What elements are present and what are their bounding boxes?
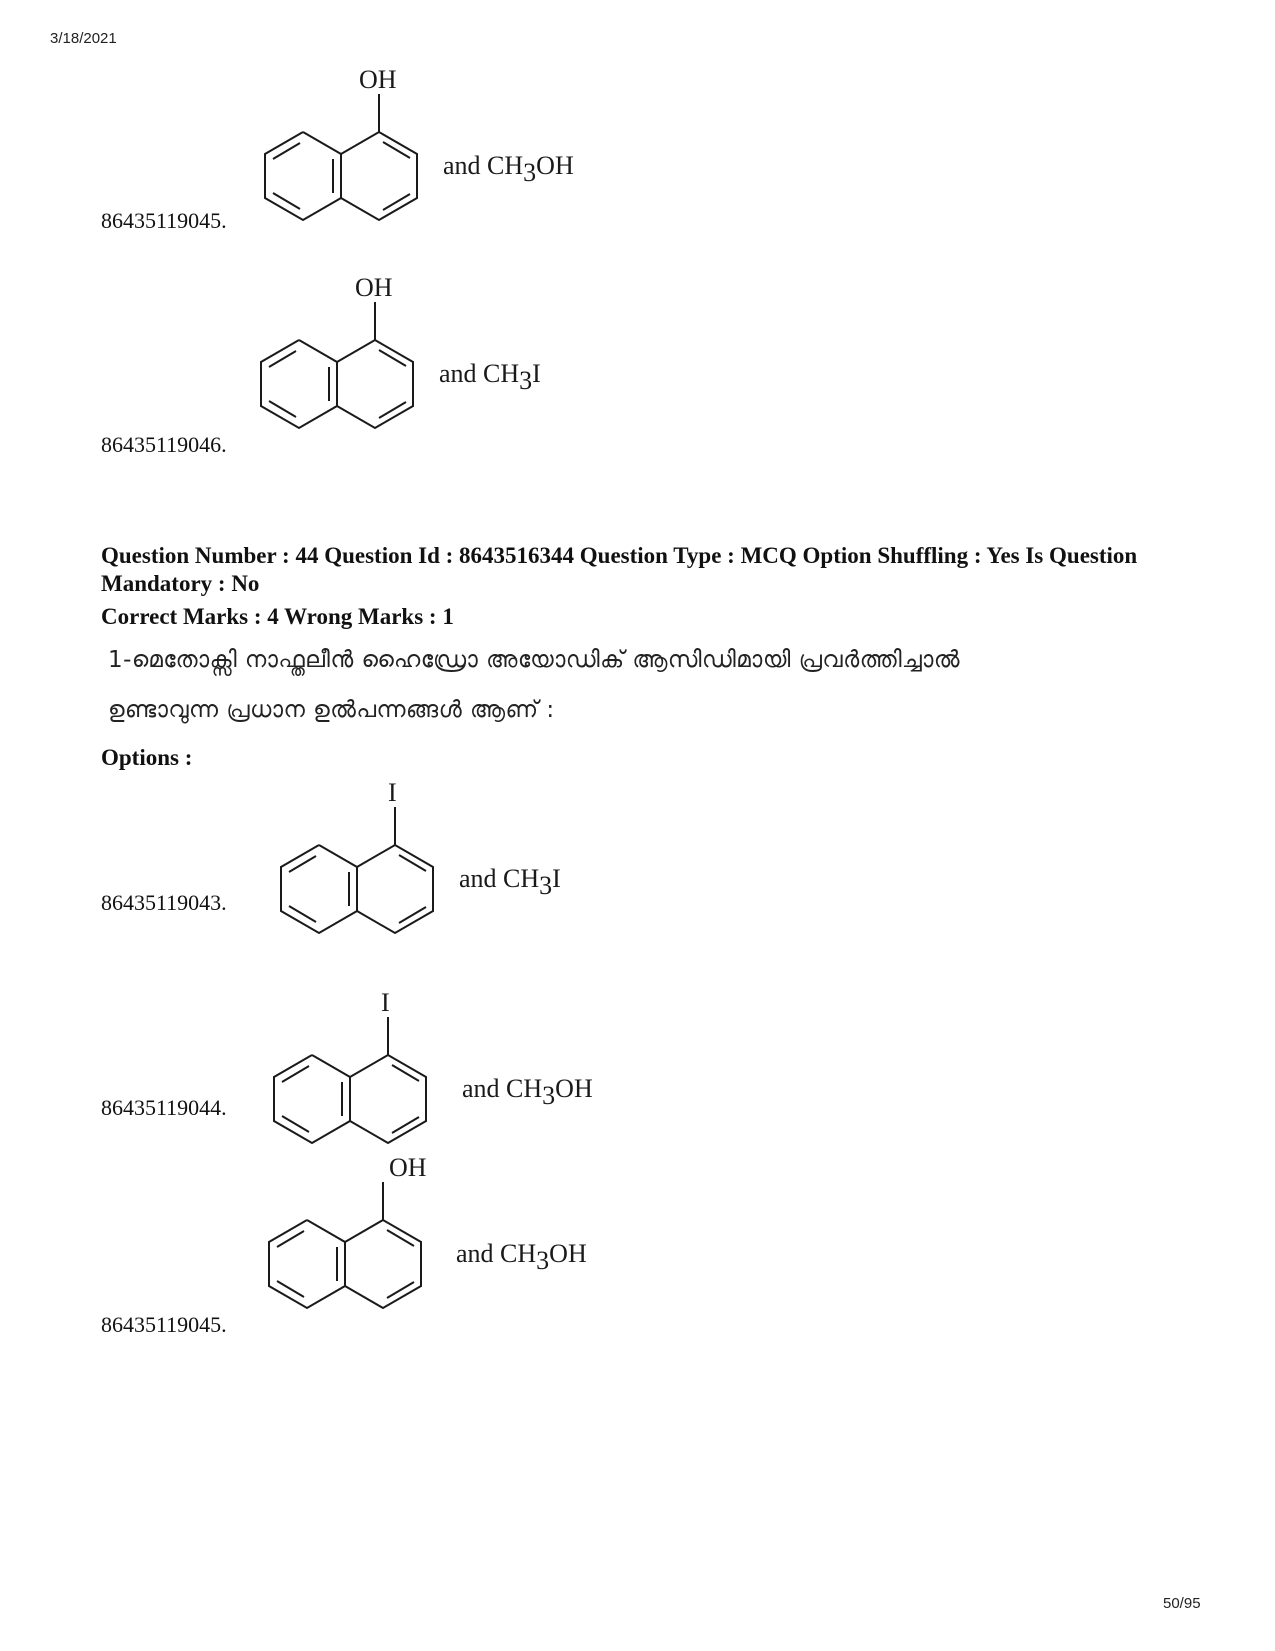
substituent-label: I — [381, 988, 390, 1017]
reagent-label: and CH3I — [439, 359, 541, 395]
question-marks: Correct Marks : 4 Wrong Marks : 1 — [101, 604, 454, 629]
option-id: 86435119046. — [101, 432, 227, 457]
substituent-label: OH — [389, 1153, 427, 1182]
molecule-option-2 — [262, 985, 662, 1160]
reagent-label: and CH3OH — [443, 151, 574, 187]
question-header: Question Number : 44 Question Id : 8643516344 Question Type : MCQ Option Shuffling : Yes Is Question Mandatory : No — [101, 543, 1138, 596]
print-date: 3/18/2021 — [50, 30, 117, 47]
option-id: 86435119043. — [101, 890, 227, 915]
molecule-option-3 — [257, 1150, 657, 1325]
option-id: 86435119044. — [101, 1095, 227, 1120]
question-text-line-1: 1-മെതോക്സി നാഫ്തലീൻ ഹൈഡ്രോ അയോഡിക് ആസിഡിമായി പ്രവർത്തിച്ചാൽ — [108, 647, 961, 673]
question-text-line-2: ഉണ്ടാവുന്ന പ്രധാന ഉൽപന്നങ്ങൾ ആണ് : — [108, 697, 555, 723]
page-number: 50/95 — [1163, 1595, 1201, 1612]
molecule-prev-option-1 — [253, 62, 653, 237]
substituent-label: OH — [355, 273, 393, 302]
substituent-label: I — [388, 778, 397, 807]
option-id: 86435119045. — [101, 208, 227, 233]
molecule-option-1 — [269, 775, 669, 950]
reagent-label: and CH3I — [459, 864, 561, 900]
reagent-label: and CH3OH — [456, 1239, 587, 1275]
options-label: Options : — [101, 745, 193, 770]
option-id: 86435119045. — [101, 1312, 227, 1337]
molecule-prev-option-2 — [249, 270, 649, 445]
reagent-label: and CH3OH — [462, 1074, 593, 1110]
substituent-label: OH — [359, 65, 397, 94]
